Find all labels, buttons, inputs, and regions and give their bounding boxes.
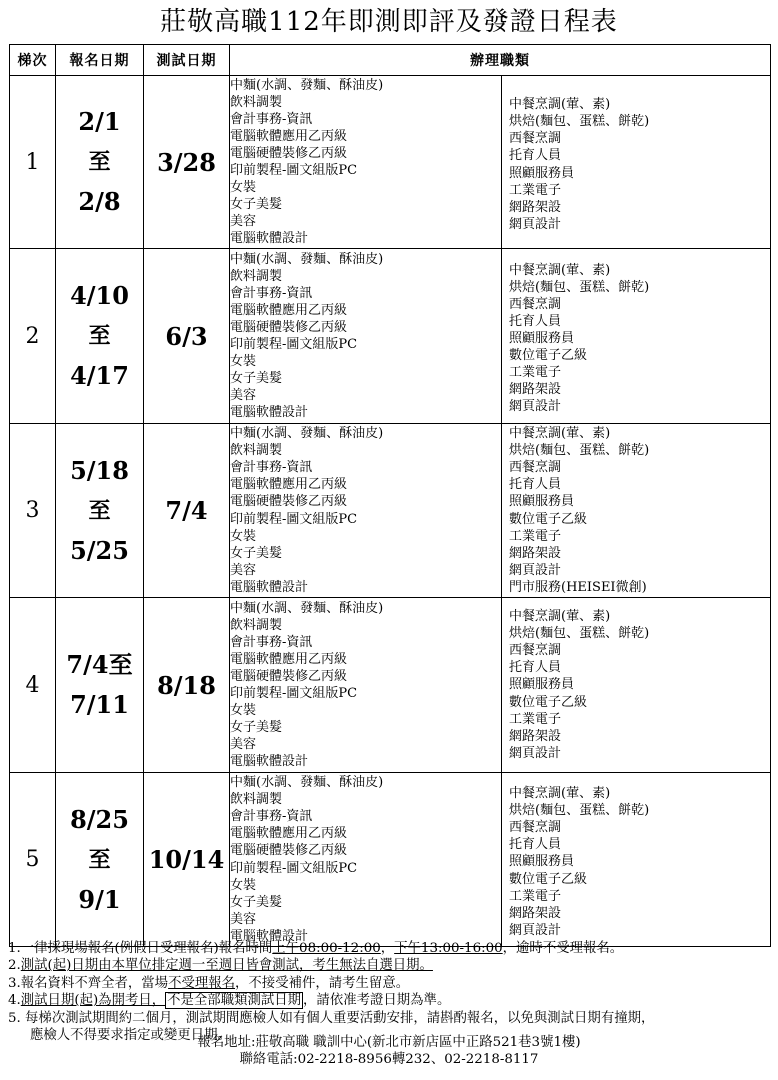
job-item: 印前製程-圖文組版PC xyxy=(230,686,358,701)
registration-end: 5/25 xyxy=(70,535,129,565)
job-item: 中麵(水調、發麵、酥油皮) xyxy=(230,77,384,93)
test-date: 7/4 xyxy=(144,424,230,598)
note-1-tail: ，逾時不受理報名。 xyxy=(502,941,624,956)
note-4 xyxy=(8,992,770,1009)
job-list-left xyxy=(230,598,502,773)
job-item: 西餐烹調 xyxy=(509,296,562,312)
note-4-prefix: 4. xyxy=(8,993,21,1009)
job-item: 西餐烹調 xyxy=(509,643,562,659)
job-item: 電腦軟體設計 xyxy=(230,754,309,770)
job-list-left xyxy=(230,424,502,598)
footer-address: 報名地址:莊敬高職 職訓中心(新北市新店區中正路521巷3號1樓) xyxy=(197,1035,581,1050)
job-item: 印前製程-圖文組版PC xyxy=(230,337,358,352)
header-registration-date: 報名日期 xyxy=(56,45,144,76)
job-item: 網路架設 xyxy=(509,728,562,744)
job-item: 印前製程-圖文組版PC xyxy=(230,511,358,527)
job-item: 工業電子 xyxy=(509,182,562,198)
job-item: 美容 xyxy=(230,388,257,404)
registration-end: 7/11 xyxy=(70,690,129,719)
job-item: 西餐烹調 xyxy=(509,820,562,836)
job-item: 網頁設計 xyxy=(509,922,562,938)
test-date: 3/28 xyxy=(144,76,230,249)
registration-start: 2/1 xyxy=(78,107,121,136)
job-list-right xyxy=(502,76,771,249)
job-item: 女裝 xyxy=(230,703,257,719)
job-item: 會計事務-資訊 xyxy=(230,809,313,825)
job-item: 會計事務-資訊 xyxy=(230,634,313,650)
registration-end: 9/1 xyxy=(78,884,121,914)
job-item: 工業電子 xyxy=(509,528,562,544)
registration-to: 至 xyxy=(88,497,111,524)
job-item: 中餐烹調(葷、素) xyxy=(509,786,611,802)
table-row xyxy=(10,76,771,249)
registration-to: 至 xyxy=(88,149,111,175)
job-item: 電腦軟體應用乙丙級 xyxy=(230,826,348,842)
job-list-right xyxy=(502,598,771,773)
note-2 xyxy=(8,957,770,974)
job-item: 網頁設計 xyxy=(509,562,562,578)
job-item: 照顧服務員 xyxy=(509,494,575,510)
job-item: 電腦硬體裝修乙丙級 xyxy=(230,668,348,684)
test-date: 10/14 xyxy=(144,773,230,947)
job-item: 女裝 xyxy=(230,877,257,893)
registration-start: 5/18 xyxy=(70,455,129,485)
job-item: 印前製程-圖文組版PC xyxy=(230,163,358,178)
job-item: 中麵(水調、發麵、酥油皮) xyxy=(230,775,384,791)
batch-number: 3 xyxy=(10,424,56,598)
job-item: 中麵(水調、發麵、酥油皮) xyxy=(230,251,384,267)
job-item: 門市服務(HEISEI微創) xyxy=(509,579,647,595)
note-5-continued: 應檢人不得要求指定或變更日期。 xyxy=(30,1028,231,1044)
job-item: 烘焙(麵包、蛋糕、餅乾) xyxy=(509,803,650,819)
job-list-right xyxy=(502,773,771,947)
job-item: 電腦軟體應用乙丙級 xyxy=(230,302,348,318)
job-item: 電腦硬體裝修乙丙級 xyxy=(230,494,348,510)
registration-start: 4/10 xyxy=(70,281,129,310)
job-item: 美容 xyxy=(230,737,257,753)
job-item: 飲料調製 xyxy=(230,443,283,459)
job-item: 電腦軟體設計 xyxy=(230,579,309,595)
job-item: 女裝 xyxy=(230,180,257,196)
registration-end: 4/17 xyxy=(70,361,129,390)
registration-to: 至 xyxy=(88,846,111,873)
job-item: 飲料調製 xyxy=(230,94,283,110)
job-list-right xyxy=(502,249,771,424)
job-item: 飲料調製 xyxy=(230,617,283,633)
job-item: 中餐烹調(葷、素) xyxy=(509,262,611,278)
job-item: 飲料調製 xyxy=(230,268,283,284)
note-4-tail: ，請依准考證日期為準。 xyxy=(303,993,451,1009)
note-4-text: 測試日期(起)為開考日， xyxy=(20,993,166,1009)
job-item: 會計事務-資訊 xyxy=(230,460,313,476)
note-4-boxed: 不是全部職類測試日期 xyxy=(167,993,302,1009)
job-item: 印前製程-圖文組版PC xyxy=(230,860,358,876)
job-item: 烘焙(麵包、蛋糕、餅乾) xyxy=(509,443,650,459)
note-3-tail: ，不接受補件，請考生留意。 xyxy=(235,975,410,991)
registration-date xyxy=(56,598,144,773)
job-item: 工業電子 xyxy=(509,365,562,381)
job-item: 美容 xyxy=(230,562,257,578)
job-list-left xyxy=(230,249,502,424)
job-item: 烘焙(麵包、蛋糕、餅乾) xyxy=(509,279,650,295)
header-batch: 梯次 xyxy=(10,45,56,76)
job-item: 網頁設計 xyxy=(509,745,562,761)
job-item: 美容 xyxy=(230,214,257,230)
job-item: 電腦軟體設計 xyxy=(230,928,309,944)
job-item: 女子美髮 xyxy=(230,371,283,387)
registration-date xyxy=(56,424,144,598)
job-item: 電腦軟體設計 xyxy=(230,231,309,247)
job-item: 電腦硬體裝修乙丙級 xyxy=(230,145,348,161)
batch-number: 1 xyxy=(10,76,56,249)
job-item: 女子美髮 xyxy=(230,197,283,213)
job-item: 女裝 xyxy=(230,528,257,544)
footer xyxy=(0,1034,778,1068)
table-row xyxy=(10,424,771,598)
job-item: 照顧服務員 xyxy=(509,330,575,346)
note-2-prefix: 2. xyxy=(8,958,21,974)
note-1-separator: ， xyxy=(380,941,395,956)
registration-start: 8/25 xyxy=(70,804,129,834)
footer-phone: 聯絡電話:02-2218-8956轉232、02-2218-8117 xyxy=(239,1052,539,1067)
test-date: 6/3 xyxy=(144,249,230,424)
registration-end: 2/8 xyxy=(78,187,121,216)
note-1-morning-hours: 上午08:00-12:00 xyxy=(272,941,381,956)
job-item: 托育人員 xyxy=(509,837,562,853)
job-item: 西餐烹調 xyxy=(509,460,562,476)
job-item: 網路架設 xyxy=(509,905,562,921)
header-job-categories: 辦理職類 xyxy=(230,45,771,76)
registration-start: 7/4至 xyxy=(66,650,133,679)
job-item: 西餐烹調 xyxy=(509,131,562,147)
job-item: 照顧服務員 xyxy=(509,854,575,870)
registration-date xyxy=(56,773,144,947)
job-item: 烘焙(麵包、蛋糕、餅乾) xyxy=(509,626,650,642)
table-row xyxy=(10,249,771,424)
registration-date xyxy=(56,76,144,249)
job-item: 照顧服務員 xyxy=(509,677,575,693)
note-1-afternoon-hours: 下午13:00-16:00 xyxy=(394,941,503,956)
job-item: 電腦軟體應用乙丙級 xyxy=(230,651,348,667)
header-test-date: 測試日期 xyxy=(144,45,230,76)
job-item: 中麵(水調、發麵、酥油皮) xyxy=(230,600,384,616)
job-item: 網路架設 xyxy=(509,382,562,398)
job-item: 中麵(水調、發麵、酥油皮) xyxy=(230,426,384,442)
job-item: 電腦硬體裝修乙丙級 xyxy=(230,319,348,335)
notes-section xyxy=(8,940,770,1044)
note-3-emphasis: 不受理報名 xyxy=(168,975,236,991)
job-item: 數位電子乙級 xyxy=(509,348,588,364)
job-item: 女子美髮 xyxy=(230,720,283,736)
note-3 xyxy=(8,975,770,992)
job-item: 女子美髮 xyxy=(230,894,283,910)
job-item: 烘焙(麵包、蛋糕、餅乾) xyxy=(509,114,650,130)
job-item: 中餐烹調(葷、素) xyxy=(509,426,611,442)
job-item: 女子美髮 xyxy=(230,545,283,561)
job-list-left xyxy=(230,76,502,249)
note-3-text: 3.報名資料不齊全者，當場 xyxy=(8,975,169,991)
job-item: 會計事務-資訊 xyxy=(230,111,313,127)
schedule-table xyxy=(9,44,771,947)
job-item: 工業電子 xyxy=(509,711,562,727)
batch-number: 2 xyxy=(10,249,56,424)
job-item: 數位電子乙級 xyxy=(509,871,588,887)
job-item: 照顧服務員 xyxy=(509,165,575,181)
job-item: 中餐烹調(葷、素) xyxy=(509,609,611,625)
job-item: 會計事務-資訊 xyxy=(230,285,313,301)
page-title: 莊敬高職112年即測即評及發證日程表 xyxy=(160,7,618,37)
job-item: 電腦硬體裝修乙丙級 xyxy=(230,843,348,859)
test-date: 8/18 xyxy=(144,598,230,773)
job-item: 中餐烹調(葷、素) xyxy=(509,97,611,113)
note-5: 5. 每梯次測試期間約二個月，測試期間應檢人如有個人重要活動安排，請斟酌報名，以免與測試日期有撞期， xyxy=(8,1010,655,1026)
job-item: 網路架設 xyxy=(509,545,562,561)
job-item: 電腦軟體設計 xyxy=(230,405,309,421)
job-item: 網頁設計 xyxy=(509,399,562,415)
batch-number: 4 xyxy=(10,598,56,773)
note-1 xyxy=(8,940,770,957)
job-item: 電腦軟體應用乙丙級 xyxy=(230,128,348,144)
note-2-text: 測試(起)日期由本單位排定週一至週日皆會測試，考生無法自選日期。 xyxy=(20,958,433,974)
batch-number: 5 xyxy=(10,773,56,947)
note-1-text: 1.一律採現場報名(例假日受理報名)報名時間 xyxy=(8,941,273,956)
job-item: 數位電子乙級 xyxy=(509,511,588,527)
job-item: 網路架設 xyxy=(509,199,562,215)
job-item: 電腦軟體應用乙丙級 xyxy=(230,477,348,493)
job-item: 工業電子 xyxy=(509,888,562,904)
job-item: 托育人員 xyxy=(509,313,562,329)
job-item: 托育人員 xyxy=(509,477,562,493)
job-item: 女裝 xyxy=(230,354,257,370)
job-item: 網頁設計 xyxy=(509,216,562,232)
job-list-left xyxy=(230,773,502,947)
job-list-right xyxy=(502,424,771,598)
table-row xyxy=(10,773,771,947)
job-item: 數位電子乙級 xyxy=(509,694,588,710)
job-item: 飲料調製 xyxy=(230,792,283,808)
job-item: 托育人員 xyxy=(509,148,562,164)
table-header-row xyxy=(10,45,771,76)
job-item: 美容 xyxy=(230,911,257,927)
registration-date xyxy=(56,249,144,424)
registration-to: 至 xyxy=(88,323,111,349)
job-item: 托育人員 xyxy=(509,660,562,676)
table-row xyxy=(10,598,771,773)
